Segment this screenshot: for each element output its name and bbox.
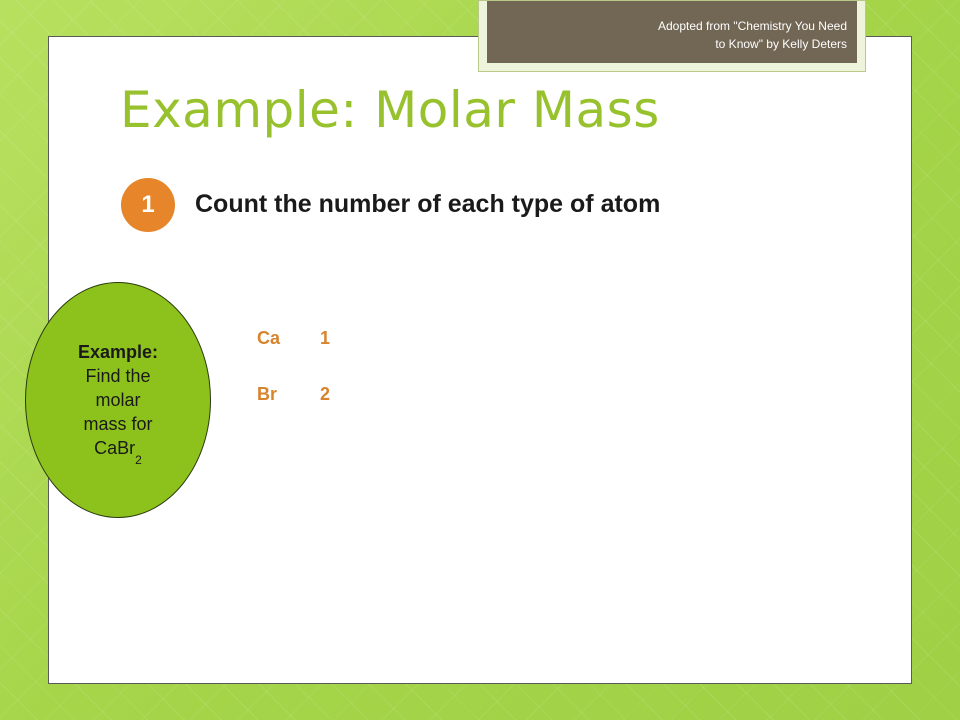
example-line-3: mass for: [83, 414, 153, 434]
atom-count: 2: [320, 384, 331, 404]
citation-text: Adopted from "Chemistry You Need to Know" by Kelly Deters: [657, 19, 847, 51]
page-title: Example: Molar Mass: [120, 81, 660, 139]
example-line-1: Find the: [85, 366, 151, 386]
formula-base: CaBr: [94, 438, 136, 458]
step-heading: Count the number of each type of atom: [195, 190, 661, 218]
example-label: Example:: [77, 342, 159, 362]
example-text: [53, 340, 183, 467]
example-line-2: molar: [95, 390, 141, 410]
atom-symbol: Ca: [257, 328, 281, 348]
example-formula: [53, 436, 183, 467]
example-ellipse: [25, 282, 211, 518]
atom-symbol: Br: [257, 384, 278, 404]
step-number: 1: [141, 191, 155, 218]
citation-box: [487, 1, 857, 63]
atom-row-bromine: [257, 384, 377, 408]
step-number-badge: [121, 178, 175, 232]
atom-count: 1: [320, 328, 331, 348]
formula-subscript: 2: [135, 452, 142, 467]
atom-row-calcium: [257, 328, 377, 352]
citation-frame: [478, 0, 866, 72]
